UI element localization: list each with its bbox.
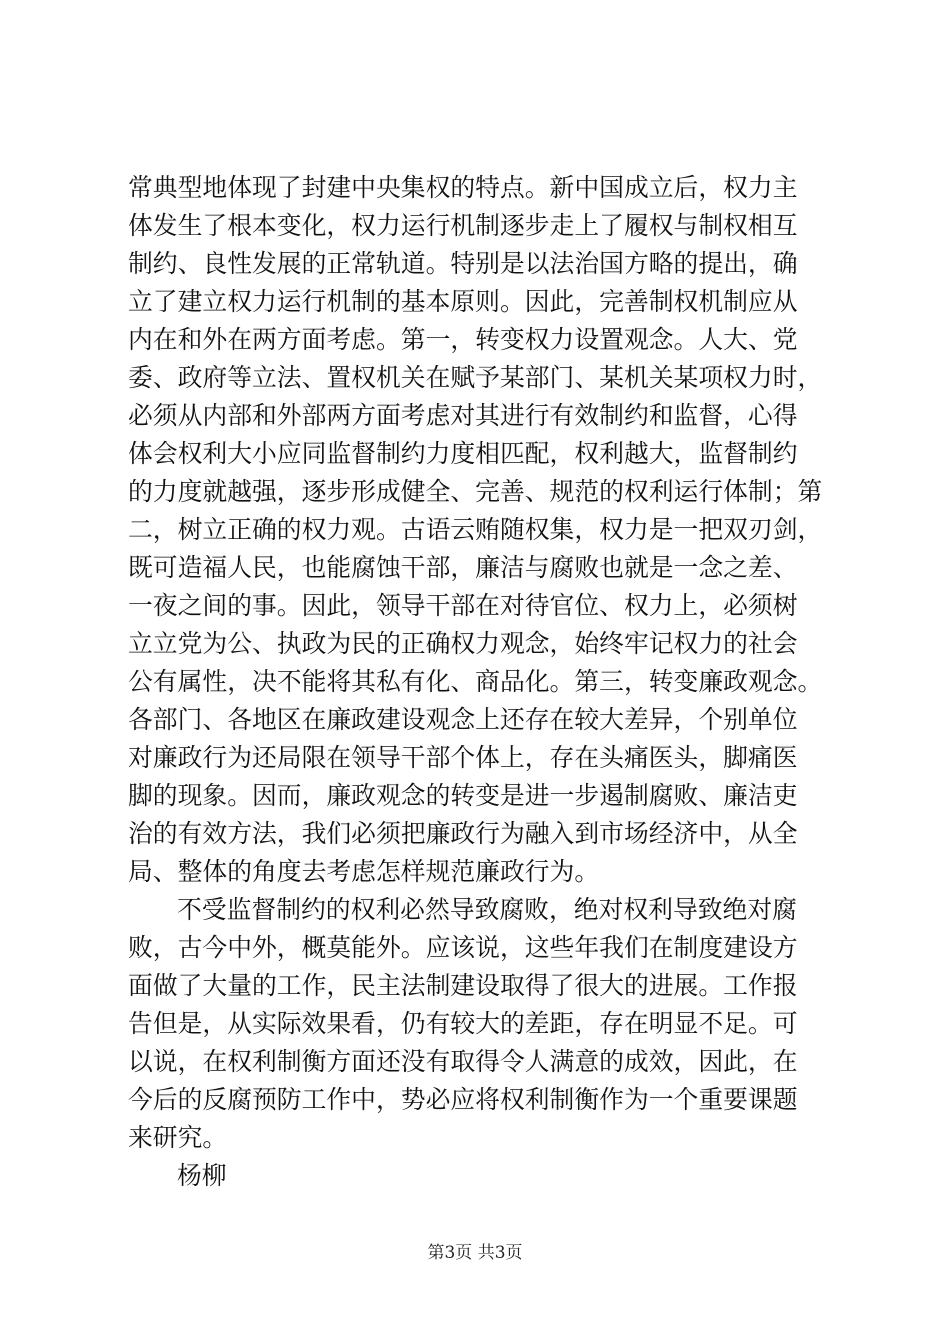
body-text [128, 169, 840, 1195]
text-line: 局、整体的角度去考虑怎样规范廉政行为。 [128, 857, 600, 886]
text-line: 体发生了根本变化，权力运行机制逐步走上了履权与制权相互 [128, 211, 798, 240]
text-line: 公有属性，决不能将其私有化、商品化。第三，转变廉政观念。 [128, 667, 823, 696]
text-line: 脚的现象。因而，廉政观念的转变是进一步遏制腐败、廉洁吏 [128, 781, 798, 810]
author-signature: 杨柳 [177, 1161, 227, 1190]
text-line: 面做了大量的工作，民主法制建设取得了很大的进展。工作报 [128, 971, 798, 1000]
text-line: 必须从内部和外部两方面考虑对其进行有效制约和监督，心得 [128, 401, 798, 430]
text-line: 治的有效方法，我们必须把廉政行为融入到市场经济中，从全 [128, 819, 798, 848]
text-line: 体会权利大小应同监督制约力度相匹配，权利越大，监督制约 [128, 439, 798, 468]
text-line: 既可造福人民，也能腐蚀干部，廉洁与腐败也就是一念之差、 [128, 553, 798, 582]
text-line: 对廉政行为还局限在领导干部个体上，存在头痛医头，脚痛医 [128, 743, 798, 772]
paragraph-1 [128, 169, 840, 891]
text-line: 各部门、各地区在廉政建设观念上还存在较大差异，个别单位 [128, 705, 798, 734]
paragraph-2 [128, 891, 840, 1157]
text-line: 不受监督制约的权利必然导致腐败，绝对权利导致绝对腐 [177, 895, 797, 924]
text-line: 制约、良性发展的正常轨道。特别是以法治国方略的提出，确 [128, 249, 798, 278]
text-line: 委、政府等立法、置权机关在赋予某部门、某机关某项权力时， [128, 363, 823, 392]
text-line: 的力度就越强，逐步形成健全、完善、规范的权利运行体制；第 [128, 477, 823, 506]
text-line: 来研究。 [128, 1123, 228, 1152]
text-line: 一夜之间的事。因此，领导干部在对待官位、权力上，必须树 [128, 591, 798, 620]
text-line: 立了建立权力运行机制的基本原则。因此，完善制权机制应从 [128, 287, 798, 316]
text-line: 告但是，从实际效果看，仍有较大的差距，存在明显不足。可 [128, 1009, 798, 1038]
text-line: 二，树立正确的权力观。古语云贿随权集，权力是一把双刃剑， [128, 515, 823, 544]
text-line: 内在和外在两方面考虑。第一，转变权力设置观念。人大、党 [128, 325, 798, 354]
text-line: 今后的反腐预防工作中，势必应将权利制衡作为一个重要课题 [128, 1085, 798, 1114]
text-line: 败，古今中外，概莫能外。应该说，这些年我们在制度建设方 [128, 933, 798, 962]
page-footer: 第3页 共3页 [427, 1243, 523, 1263]
text-line: 以说，在权利制衡方面还没有取得令人满意的成效，因此，在 [128, 1047, 798, 1076]
text-line: 常典型地体现了封建中央集权的特点。新中国成立后，权力主 [128, 173, 798, 202]
text-line: 立立党为公、执政为民的正确权力观念，始终牢记权力的社会 [128, 629, 798, 658]
